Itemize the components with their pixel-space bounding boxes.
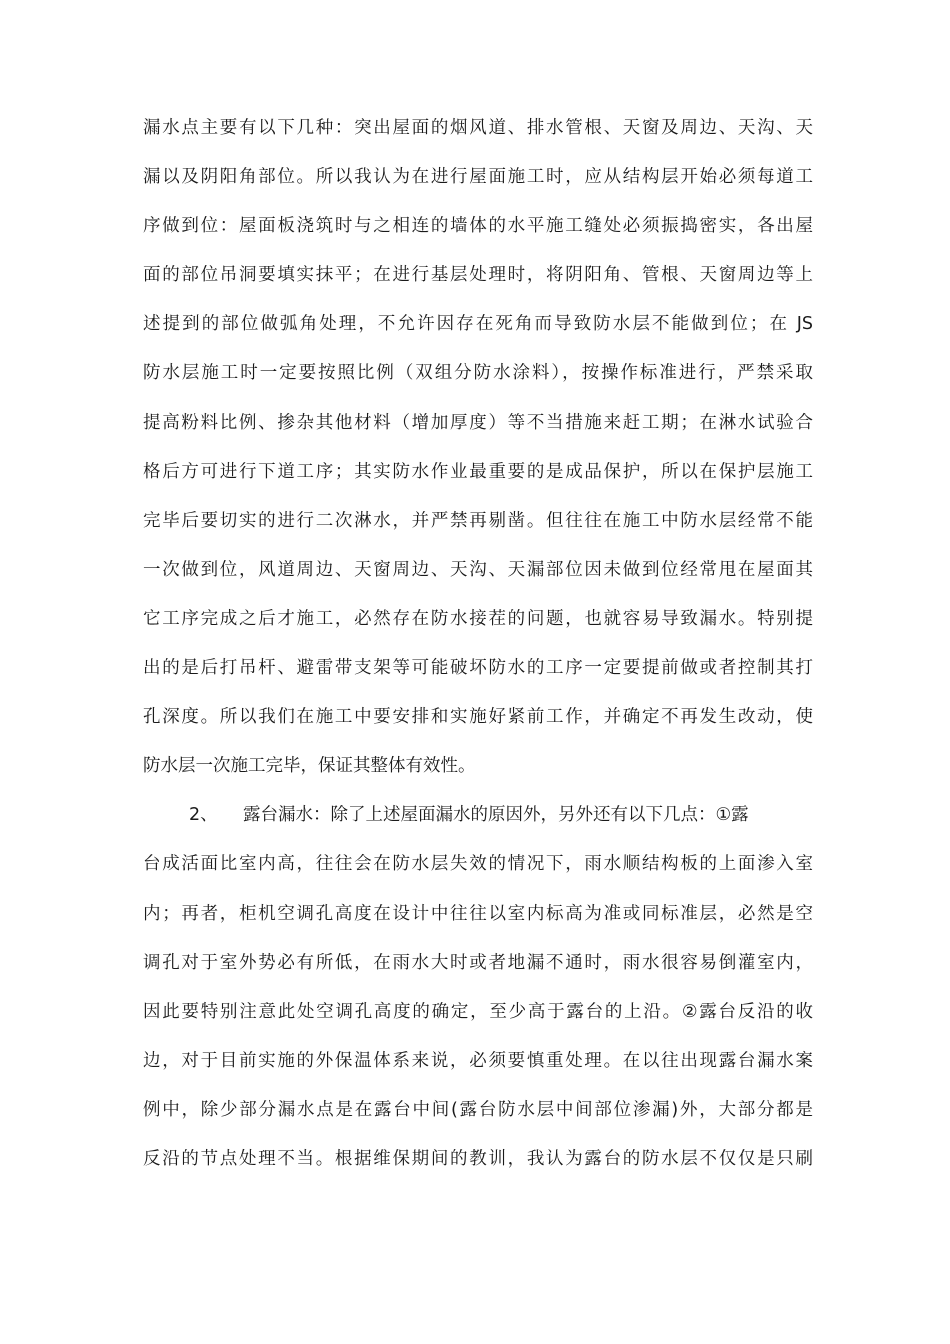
text-line: 例中，除少部分漏水点是在露台中间(露台防水层中间部位渗漏)外，大部分都是 — [143, 1099, 813, 1120]
text-line: 它工序完成之后才施工，必然存在防水接茬的问题，也就容易导致漏水。特别提 — [143, 608, 813, 629]
text-line: 完毕后要切实的进行二次淋水，并严禁再剔凿。但往往在施工中防水层经常不能 — [143, 510, 813, 531]
paragraph-terrace-leakage — [143, 800, 813, 1193]
paragraph-roof-leakage — [143, 113, 813, 800]
text-line: 格后方可进行下道工序；其实防水作业最重要的是成品保护，所以在保护层施工 — [143, 461, 813, 482]
text-line: 边，对于目前实施的外保温体系来说，必须要慎重处理。在以往出现露台漏水案 — [143, 1050, 813, 1071]
text-line: 出的是后打吊杆、避雷带支架等可能破坏防水的工序一定要提前做或者控制其打 — [143, 658, 813, 679]
text-line: 内；再者，柜机空调孔高度在设计中往往以室内标高为准或同标准层，必然是空 — [143, 903, 813, 924]
text-line: 调孔对于室外势必有所低，在雨水大时或者地漏不通时，雨水很容易倒灌室内， — [143, 952, 813, 973]
text-line: 孔深度。所以我们在施工中要安排和实施好紧前工作，并确定不再发生改动，使 — [143, 707, 813, 728]
text-line: 漏以及阴阳角部位。所以我认为在进行屋面施工时，应从结构层开始必须每道工 — [143, 167, 813, 188]
item-number: 2、 — [189, 805, 218, 826]
text-line: 因此要特别注意此处空调孔高度的确定，至少高于露台的上沿。②露台反沿的收 — [143, 1001, 813, 1022]
text-line: 防水层施工时一定要按照比例（双组分防水涂料），按操作标准进行，严禁采取 — [143, 363, 813, 384]
text-line: 防水层一次施工完毕，保证其整体有效性。 — [143, 756, 476, 777]
text-line: 台成活面比室内高，往往会在防水层失效的情况下，雨水顺结构板的上面渗入室 — [143, 854, 813, 875]
text-line: 述提到的部位做弧角处理，不允许因存在死角而导致防水层不能做到位；在 JS — [143, 314, 813, 335]
text-line: 漏水点主要有以下几种：突出屋面的烟风道、排水管根、天窗及周边、天沟、天 — [143, 118, 813, 138]
text-line: 反沿的节点处理不当。根据维保期间的教训，我认为露台的防水层不仅仅是只刷 — [143, 1148, 813, 1169]
text-line: 面的部位吊洞要填实抹平；在进行基层处理时，将阴阳角、管根、天窗周边等上 — [143, 265, 813, 286]
text-line: 提高粉料比例、掺杂其他材料（增加厚度）等不当措施来赶工期；在淋水试验合 — [143, 412, 813, 433]
item-first-line: 露台漏水：除了上述屋面漏水的原因外，另外还有以下几点：①露 — [243, 805, 749, 826]
body-text — [143, 113, 813, 1193]
text-line: 一次做到位，风道周边、天窗周边、天沟、天漏部位因未做到位经常甩在屋面其 — [143, 559, 813, 580]
text-line: 序做到位：屋面板浇筑时与之相连的墙体的水平施工缝处必须振捣密实，各出屋 — [143, 216, 813, 237]
numbered-item-line — [143, 800, 813, 849]
